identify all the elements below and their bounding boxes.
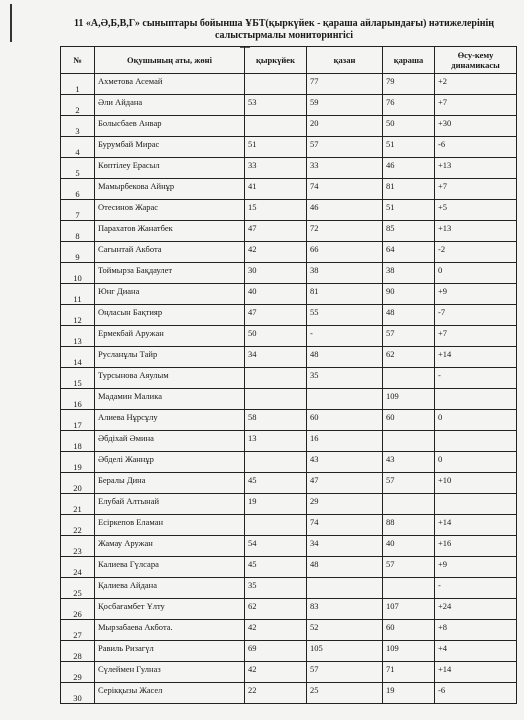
- score-october: [307, 389, 383, 410]
- score-november: 19: [383, 683, 435, 704]
- table-row: [61, 431, 517, 452]
- score-september: [245, 515, 307, 536]
- student-name: Мамырбекова Айнұр: [95, 179, 245, 200]
- student-name: Калиева Гүлсара: [95, 557, 245, 578]
- table-row: [61, 200, 517, 221]
- score-dynamics: +4: [435, 641, 517, 662]
- row-number: 29: [61, 662, 95, 683]
- score-september: 13: [245, 431, 307, 452]
- row-number: 4: [61, 137, 95, 158]
- score-september: 42: [245, 620, 307, 641]
- table-row: [61, 284, 517, 305]
- score-november: 60: [383, 410, 435, 431]
- row-number: 14: [61, 347, 95, 368]
- score-september: 50: [245, 326, 307, 347]
- score-november: 79: [383, 74, 435, 95]
- score-november: [383, 494, 435, 515]
- score-september: 53: [245, 95, 307, 116]
- score-september: 40: [245, 284, 307, 305]
- student-name: Парахатов Жанатбек: [95, 221, 245, 242]
- row-number: 1: [61, 74, 95, 95]
- table-row: [61, 263, 517, 284]
- row-number: 25: [61, 578, 95, 599]
- header-october: қазан: [307, 47, 383, 74]
- score-dynamics: +13: [435, 158, 517, 179]
- score-november: 88: [383, 515, 435, 536]
- row-number: 15: [61, 368, 95, 389]
- score-october: 66: [307, 242, 383, 263]
- score-dynamics: [435, 431, 517, 452]
- score-dynamics: +8: [435, 620, 517, 641]
- table-row: [61, 95, 517, 116]
- score-september: 47: [245, 305, 307, 326]
- row-number: 8: [61, 221, 95, 242]
- student-name: Юнг Диана: [95, 284, 245, 305]
- score-november: 76: [383, 95, 435, 116]
- score-september: 42: [245, 242, 307, 263]
- score-october: 20: [307, 116, 383, 137]
- score-dynamics: +24: [435, 599, 517, 620]
- score-november: 57: [383, 473, 435, 494]
- score-dynamics: -: [435, 368, 517, 389]
- document-title: [56, 18, 512, 42]
- score-dynamics: [435, 494, 517, 515]
- header-no: №: [61, 47, 95, 74]
- score-september: 41: [245, 179, 307, 200]
- row-number: 13: [61, 326, 95, 347]
- student-name: Әбделі Жаннұр: [95, 452, 245, 473]
- score-dynamics: +14: [435, 662, 517, 683]
- table-row: [61, 347, 517, 368]
- score-september: [245, 368, 307, 389]
- score-october: 52: [307, 620, 383, 641]
- row-number: 7: [61, 200, 95, 221]
- score-dynamics: -: [435, 578, 517, 599]
- student-name: Отесинов Жарас: [95, 200, 245, 221]
- score-november: 64: [383, 242, 435, 263]
- header-september: қыркүйек: [245, 47, 307, 74]
- score-dynamics: 0: [435, 452, 517, 473]
- table-row: [61, 116, 517, 137]
- student-name: Қосбағамбет Ұлту: [95, 599, 245, 620]
- student-name: Мырзабаева Акбота.: [95, 620, 245, 641]
- student-name: Әли Айдана: [95, 95, 245, 116]
- row-number: 22: [61, 515, 95, 536]
- student-name: Болысбаев Анвар: [95, 116, 245, 137]
- row-number: 19: [61, 452, 95, 473]
- student-name: Қалиева Айдана: [95, 578, 245, 599]
- score-september: [245, 389, 307, 410]
- student-name: Көптілеу Ерасыл: [95, 158, 245, 179]
- row-number: 30: [61, 683, 95, 704]
- score-november: 51: [383, 200, 435, 221]
- table-body: [61, 74, 517, 704]
- table-row: [61, 137, 517, 158]
- score-september: 54: [245, 536, 307, 557]
- score-september: 45: [245, 473, 307, 494]
- row-number: 27: [61, 620, 95, 641]
- score-september: 58: [245, 410, 307, 431]
- score-november: 40: [383, 536, 435, 557]
- table-row: [61, 179, 517, 200]
- row-number: 12: [61, 305, 95, 326]
- scan-margin-mark: [10, 4, 12, 42]
- score-september: 22: [245, 683, 307, 704]
- score-october: 105: [307, 641, 383, 662]
- student-name: Бералы Дина: [95, 473, 245, 494]
- score-november: 71: [383, 662, 435, 683]
- score-october: 47: [307, 473, 383, 494]
- score-november: 90: [383, 284, 435, 305]
- score-dynamics: +10: [435, 473, 517, 494]
- score-october: 43: [307, 452, 383, 473]
- score-october: 48: [307, 557, 383, 578]
- score-dynamics: -6: [435, 137, 517, 158]
- student-name: Жамау Аружан: [95, 536, 245, 557]
- score-dynamics: [435, 389, 517, 410]
- row-number: 20: [61, 473, 95, 494]
- score-october: 35: [307, 368, 383, 389]
- table-row: [61, 242, 517, 263]
- score-october: 34: [307, 536, 383, 557]
- score-september: 47: [245, 221, 307, 242]
- score-september: 42: [245, 662, 307, 683]
- table-row: [61, 599, 517, 620]
- student-name: Тоймырза Бақдаулет: [95, 263, 245, 284]
- table-row: [61, 515, 517, 536]
- table-row: [61, 473, 517, 494]
- score-october: -: [307, 326, 383, 347]
- title-line-2: салыстырмалы мониторингісі: [215, 30, 353, 41]
- table-row: [61, 410, 517, 431]
- score-october: [307, 578, 383, 599]
- score-dynamics: +13: [435, 221, 517, 242]
- score-november: 48: [383, 305, 435, 326]
- student-name: Равиль Ризагүл: [95, 641, 245, 662]
- score-november: 62: [383, 347, 435, 368]
- score-dynamics: +2: [435, 74, 517, 95]
- score-september: 15: [245, 200, 307, 221]
- score-dynamics: +14: [435, 515, 517, 536]
- score-november: [383, 431, 435, 452]
- score-september: [245, 74, 307, 95]
- score-october: 74: [307, 515, 383, 536]
- row-number: 24: [61, 557, 95, 578]
- score-september: 34: [245, 347, 307, 368]
- table-row: [61, 557, 517, 578]
- score-dynamics: -7: [435, 305, 517, 326]
- score-september: [245, 116, 307, 137]
- row-number: 5: [61, 158, 95, 179]
- score-november: 109: [383, 389, 435, 410]
- student-name: Елубай Алтынай: [95, 494, 245, 515]
- score-september: 51: [245, 137, 307, 158]
- score-october: 48: [307, 347, 383, 368]
- score-november: [383, 578, 435, 599]
- student-name: Алиева Нұрсұлу: [95, 410, 245, 431]
- score-dynamics: +7: [435, 179, 517, 200]
- table-row: [61, 578, 517, 599]
- score-september: 69: [245, 641, 307, 662]
- score-october: 29: [307, 494, 383, 515]
- score-dynamics: -6: [435, 683, 517, 704]
- score-dynamics: +7: [435, 326, 517, 347]
- student-name: Есіркепов Еламан: [95, 515, 245, 536]
- score-november: 107: [383, 599, 435, 620]
- row-number: 11: [61, 284, 95, 305]
- score-october: 57: [307, 137, 383, 158]
- score-dynamics: +9: [435, 557, 517, 578]
- score-october: 46: [307, 200, 383, 221]
- student-name: Бурумбай Мирас: [95, 137, 245, 158]
- score-november: 46: [383, 158, 435, 179]
- row-number: 21: [61, 494, 95, 515]
- score-october: 25: [307, 683, 383, 704]
- table-header-row: [61, 47, 517, 74]
- score-september: 19: [245, 494, 307, 515]
- score-november: 109: [383, 641, 435, 662]
- score-november: 43: [383, 452, 435, 473]
- header-name: Оқушының аты, жөні: [95, 47, 245, 74]
- row-number: 28: [61, 641, 95, 662]
- score-november: 50: [383, 116, 435, 137]
- score-october: 77: [307, 74, 383, 95]
- score-october: 57: [307, 662, 383, 683]
- score-dynamics: +9: [435, 284, 517, 305]
- row-number: 6: [61, 179, 95, 200]
- table-row: [61, 158, 517, 179]
- table-row: [61, 683, 517, 704]
- score-dynamics: +7: [435, 95, 517, 116]
- score-dynamics: -2: [435, 242, 517, 263]
- score-dynamics: +30: [435, 116, 517, 137]
- table-row: [61, 536, 517, 557]
- score-november: [383, 368, 435, 389]
- score-october: 60: [307, 410, 383, 431]
- score-october: 16: [307, 431, 383, 452]
- score-dynamics: +5: [435, 200, 517, 221]
- score-september: 33: [245, 158, 307, 179]
- table-row: [61, 221, 517, 242]
- student-name: Сүлеймен Гулназ: [95, 662, 245, 683]
- score-september: 35: [245, 578, 307, 599]
- score-october: 38: [307, 263, 383, 284]
- student-name: Сағынтай Акбота: [95, 242, 245, 263]
- score-dynamics: +14: [435, 347, 517, 368]
- table-row: [61, 641, 517, 662]
- score-november: 57: [383, 326, 435, 347]
- row-number: 16: [61, 389, 95, 410]
- score-dynamics: 0: [435, 263, 517, 284]
- score-dynamics: 0: [435, 410, 517, 431]
- score-october: 72: [307, 221, 383, 242]
- row-number: 2: [61, 95, 95, 116]
- header-dynamics: Өсу-кему динамикасы: [435, 47, 517, 74]
- table-row: [61, 74, 517, 95]
- table-row: [61, 620, 517, 641]
- row-number: 9: [61, 242, 95, 263]
- student-name: Әбдіхай Әмина: [95, 431, 245, 452]
- row-number: 17: [61, 410, 95, 431]
- score-november: 60: [383, 620, 435, 641]
- score-november: 51: [383, 137, 435, 158]
- score-september: 62: [245, 599, 307, 620]
- title-line-1: 11 «А,Ә,Б,В,Г» сыныптары бойынша ҰБТ(қыркүйек - қараша айларындағы) нәтижелерінің: [73, 18, 495, 29]
- score-november: 85: [383, 221, 435, 242]
- table-row: [61, 389, 517, 410]
- student-name: Оңласын Бақтияр: [95, 305, 245, 326]
- student-name: Серікқызы Жасел: [95, 683, 245, 704]
- row-number: 18: [61, 431, 95, 452]
- table-row: [61, 305, 517, 326]
- score-november: 57: [383, 557, 435, 578]
- student-name: Турсынова Аяулым: [95, 368, 245, 389]
- student-name: Русланұлы Тайр: [95, 347, 245, 368]
- table-row: [61, 662, 517, 683]
- score-october: 55: [307, 305, 383, 326]
- table-row: [61, 368, 517, 389]
- score-october: 81: [307, 284, 383, 305]
- score-october: 33: [307, 158, 383, 179]
- student-name: Ахметова Асемай: [95, 74, 245, 95]
- row-number: 10: [61, 263, 95, 284]
- row-number: 23: [61, 536, 95, 557]
- table-row: [61, 494, 517, 515]
- student-name: Мадамин Малика: [95, 389, 245, 410]
- score-november: 81: [383, 179, 435, 200]
- score-dynamics: +16: [435, 536, 517, 557]
- score-october: 59: [307, 95, 383, 116]
- score-september: 45: [245, 557, 307, 578]
- results-table: [60, 46, 517, 704]
- score-october: 74: [307, 179, 383, 200]
- table-row: [61, 452, 517, 473]
- row-number: 26: [61, 599, 95, 620]
- table-row: [61, 326, 517, 347]
- score-november: 38: [383, 263, 435, 284]
- student-name: Ермекбай Аружан: [95, 326, 245, 347]
- row-number: 3: [61, 116, 95, 137]
- score-september: 30: [245, 263, 307, 284]
- score-september: [245, 452, 307, 473]
- score-october: 83: [307, 599, 383, 620]
- header-november: қараша: [383, 47, 435, 74]
